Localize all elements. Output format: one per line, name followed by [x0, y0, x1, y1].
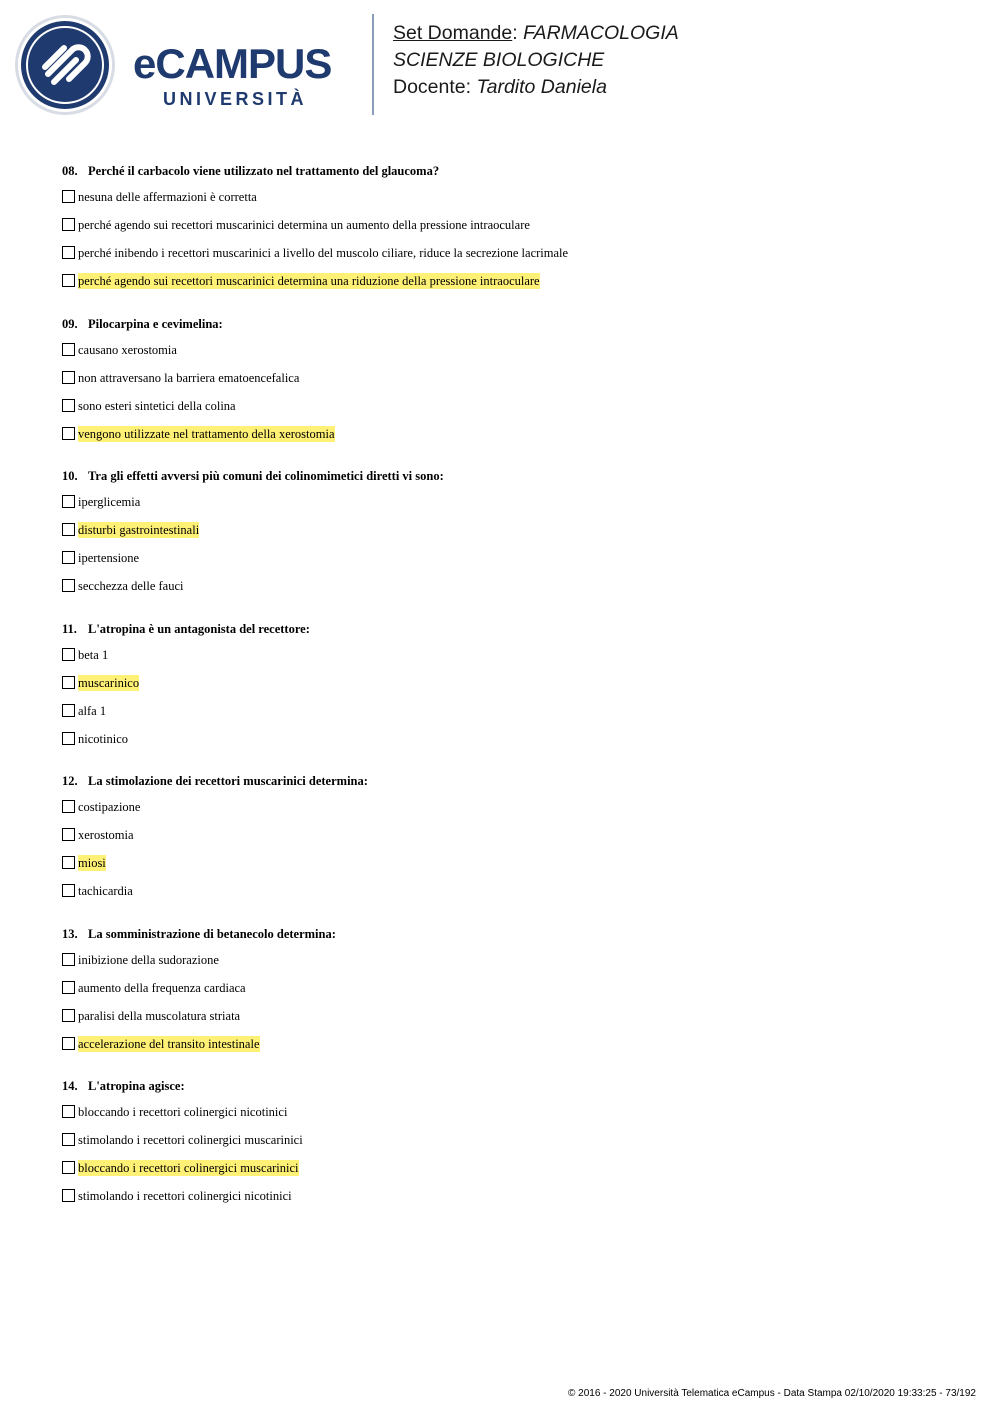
question-number: 12.	[62, 774, 78, 788]
answer-text: nicotinico	[78, 731, 128, 746]
answer-text: bloccando i recettori colinergici nicotinici	[78, 1105, 288, 1119]
question-title	[62, 163, 962, 179]
question-title	[62, 773, 962, 789]
question-number: 13.	[62, 926, 78, 941]
svg-text:UNIVERSITÀ: UNIVERSITÀ	[163, 89, 308, 109]
answer-checkbox[interactable]	[62, 274, 75, 287]
answer-checkbox[interactable]	[62, 856, 75, 869]
answer-checkbox[interactable]	[62, 1105, 75, 1118]
answer-checkbox[interactable]	[62, 190, 75, 203]
answer-text: stimolando i recettori colinergici muscarinici	[78, 1133, 303, 1147]
answer-text: ipertensione	[78, 551, 140, 565]
answer-checkbox[interactable]	[62, 1161, 75, 1174]
answer-checkbox[interactable]	[62, 800, 75, 813]
answer-checkbox[interactable]	[62, 981, 75, 994]
answer-checkbox[interactable]	[62, 495, 75, 508]
question-title	[62, 621, 962, 637]
answer-option[interactable]	[62, 703, 962, 731]
answer-option[interactable]	[62, 550, 962, 578]
answer-text: non attraversano la barriera ematoencefalica	[78, 370, 300, 385]
answer-text: paralisi della muscolatura striata	[78, 1008, 241, 1023]
answer-text: perché agendo sui recettori muscarinici determina un aumento della pressione intraoculare	[78, 218, 530, 232]
answer-text: perché inibendo i recettori muscarinici a livello del muscolo ciliare, riduce la secrezione lacrimale	[78, 246, 569, 260]
question-block	[62, 1078, 962, 1216]
answer-option[interactable]	[62, 1160, 962, 1188]
course-name: SCIENZE BIOLOGICHE	[393, 49, 605, 71]
answer-checkbox[interactable]	[62, 246, 75, 259]
answer-option[interactable]	[62, 1132, 962, 1160]
answer-checkbox[interactable]	[62, 218, 75, 231]
answer-text: inibizione della sudorazione	[78, 952, 219, 967]
question-text: La somministrazione di betanecolo determina:	[88, 926, 336, 941]
question-title	[62, 926, 962, 942]
question-text: L'atropina agisce:	[88, 1079, 185, 1093]
answer-text-highlighted: disturbi gastrointestinali	[78, 523, 200, 537]
header-divider	[372, 14, 374, 115]
set-label: Set Domande	[393, 22, 513, 44]
answer-option[interactable]	[62, 342, 962, 370]
ecampus-wordmark-logo	[133, 40, 358, 110]
question-block	[62, 621, 962, 759]
answer-option[interactable]	[62, 647, 962, 675]
question-number: 09.	[62, 316, 78, 331]
answer-option[interactable]	[62, 217, 962, 245]
answer-checkbox[interactable]	[62, 953, 75, 966]
answer-text: aumento della frequenza cardiaca	[78, 980, 246, 995]
answer-text: secchezza delle fauci	[78, 579, 184, 593]
answer-option[interactable]	[62, 883, 962, 911]
question-title	[62, 1078, 962, 1094]
answer-checkbox[interactable]	[62, 732, 75, 745]
question-block	[62, 163, 962, 301]
answer-text: costipazione	[78, 800, 141, 814]
question-text: Pilocarpina e cevimelina:	[88, 316, 223, 331]
answer-checkbox[interactable]	[62, 884, 75, 897]
answer-option[interactable]	[62, 398, 962, 426]
docente-value: Tardito Daniela	[476, 76, 607, 98]
answer-option[interactable]	[62, 370, 962, 398]
answer-option[interactable]	[62, 245, 962, 273]
answer-option[interactable]	[62, 426, 962, 454]
question-block	[62, 316, 962, 454]
answer-option[interactable]	[62, 273, 962, 301]
set-value: FARMACOLOGIA	[523, 22, 679, 44]
answer-text-highlighted: accelerazione del transito intestinale	[78, 1036, 260, 1051]
docente-label: Docente:	[393, 76, 472, 98]
answer-checkbox[interactable]	[62, 828, 75, 841]
set-line: Set Domande: FARMACOLOGIA	[393, 22, 679, 44]
question-block	[62, 773, 962, 911]
ecampus-seal-logo	[14, 14, 116, 116]
question-number: 14.	[62, 1079, 78, 1093]
question-block	[62, 468, 962, 606]
answer-text: sono esteri sintetici della colina	[78, 398, 236, 413]
answer-option[interactable]	[62, 675, 962, 703]
answer-text: stimolando i recettori colinergici nicotinici	[78, 1189, 292, 1203]
answer-text: nesuna delle affermazioni è corretta	[78, 190, 257, 204]
answer-checkbox[interactable]	[62, 427, 75, 440]
answer-option[interactable]	[62, 1036, 962, 1064]
answer-option[interactable]	[62, 1008, 962, 1036]
answer-text: iperglicemia	[78, 495, 141, 509]
answer-option[interactable]	[62, 494, 962, 522]
answer-checkbox[interactable]	[62, 1133, 75, 1146]
answer-text: tachicardia	[78, 884, 133, 898]
svg-text:eCAMPUS: eCAMPUS	[133, 40, 332, 87]
answer-option[interactable]	[62, 855, 962, 883]
header-info	[393, 20, 679, 101]
answer-checkbox[interactable]	[62, 648, 75, 661]
question-text: L'atropina è un antagonista del recettore:	[88, 621, 310, 636]
answer-option[interactable]	[62, 980, 962, 1008]
answer-checkbox[interactable]	[62, 399, 75, 412]
answer-text: xerostomia	[78, 828, 134, 842]
answer-text-highlighted: miosi	[78, 856, 106, 870]
answer-text-highlighted: bloccando i recettori colinergici muscarinici	[78, 1161, 299, 1175]
question-block	[62, 926, 962, 1064]
answer-checkbox[interactable]	[62, 1009, 75, 1022]
question-title	[62, 316, 962, 332]
answer-option[interactable]	[62, 731, 962, 759]
answer-text-highlighted: perché agendo sui recettori muscarinici determina una riduzione della pressione intraoculare	[78, 274, 540, 288]
docente-line	[393, 74, 679, 101]
answer-option[interactable]	[62, 827, 962, 855]
answer-checkbox[interactable]	[62, 1189, 75, 1202]
question-list	[62, 163, 962, 1231]
answer-checkbox[interactable]	[62, 704, 75, 717]
question-text: Tra gli effetti avversi più comuni dei colinomimetici diretti vi sono:	[88, 469, 444, 483]
question-text: Perché il carbacolo viene utilizzato nel trattamento del glaucoma?	[88, 164, 440, 178]
answer-text: alfa 1	[78, 703, 107, 718]
answer-option[interactable]	[62, 1104, 962, 1132]
answer-option[interactable]	[62, 189, 962, 217]
question-title	[62, 468, 962, 484]
answer-option[interactable]	[62, 952, 962, 980]
question-number: 10.	[62, 469, 78, 483]
answer-text: beta 1	[78, 647, 109, 662]
answer-checkbox[interactable]	[62, 579, 75, 592]
page-header	[0, 0, 1000, 130]
answer-checkbox[interactable]	[62, 523, 75, 536]
answer-checkbox[interactable]	[62, 1037, 75, 1050]
answer-text: causano xerostomia	[78, 342, 177, 357]
page-footer: © 2016 - 2020 Università Telematica eCampus - Data Stampa 02/10/2020 19:33:25 - 73/192	[568, 1388, 976, 1399]
answer-checkbox[interactable]	[62, 676, 75, 689]
answer-checkbox[interactable]	[62, 371, 75, 384]
answer-option[interactable]	[62, 1188, 962, 1216]
question-number: 08.	[62, 164, 78, 178]
answer-option[interactable]	[62, 799, 962, 827]
answer-text-highlighted: muscarinico	[78, 675, 140, 690]
answer-checkbox[interactable]	[62, 551, 75, 564]
question-number: 11.	[62, 621, 77, 636]
answer-checkbox[interactable]	[62, 343, 75, 356]
question-text: La stimolazione dei recettori muscarinici determina:	[88, 774, 368, 788]
answer-option[interactable]	[62, 522, 962, 550]
answer-option[interactable]	[62, 578, 962, 606]
answer-text-highlighted: vengono utilizzate nel trattamento della xerostomia	[78, 426, 335, 441]
